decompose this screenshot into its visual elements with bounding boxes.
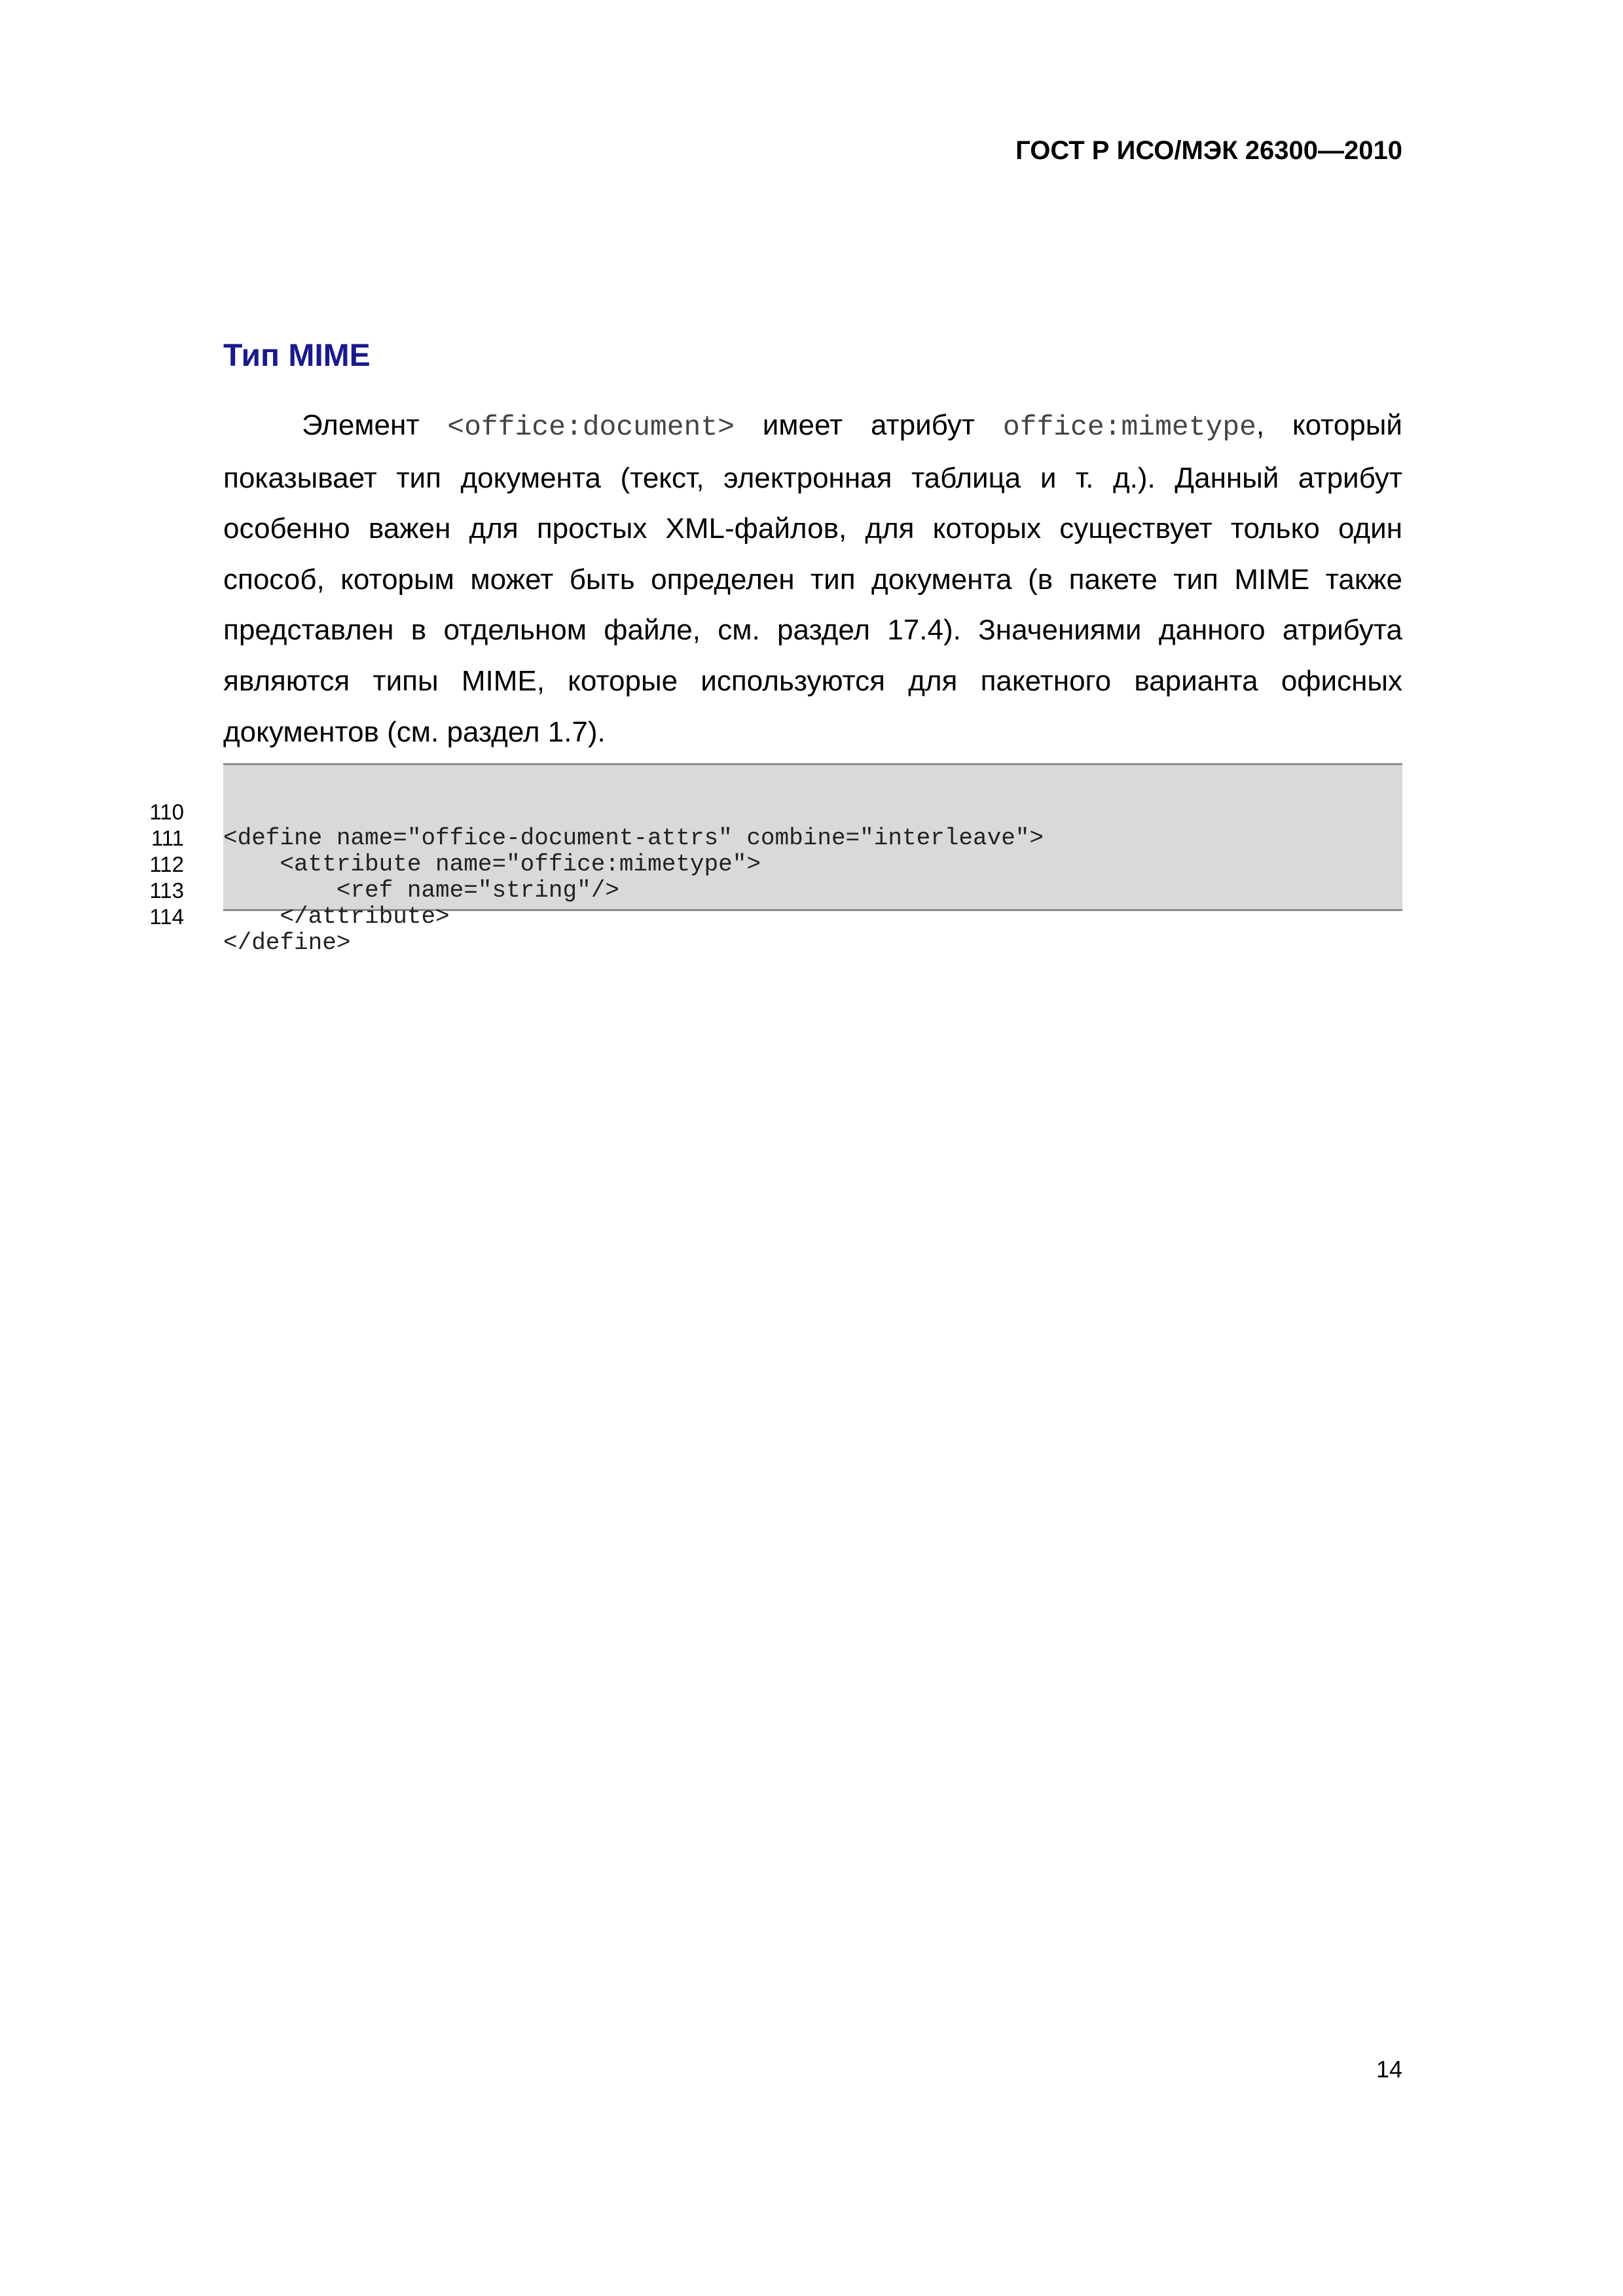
code-text: </define> [223, 929, 351, 956]
section-title: Тип MIME [223, 338, 371, 373]
line-number: 110 [149, 800, 184, 824]
line-number: 111 [151, 826, 184, 850]
page-header: ГОСТ Р ИСО/МЭК 26300—2010 [1015, 136, 1402, 165]
body-paragraph [223, 400, 1402, 757]
line-number: 113 [149, 878, 184, 903]
code-listing [149, 763, 1402, 956]
inline-code-attribute: office:mimetype [1002, 411, 1256, 443]
paragraph-text: имеет атрибут [734, 409, 1003, 441]
inline-code-element: <office:document> [447, 411, 735, 443]
code-text: <attribute name="office:mimetype"> [223, 851, 761, 878]
code-text: <define name="office-document-attrs" combine="interleave"> [223, 825, 1044, 852]
code-text: <ref name="string"/> [223, 877, 619, 904]
code-text: </attribute> [223, 903, 450, 930]
line-number: 112 [149, 852, 184, 876]
line-number: 114 [149, 905, 184, 929]
page-number: 14 [1376, 2056, 1402, 2083]
paragraph-text: , который показывает тип документа (текст, электронная таблица и т. д.). Данный атрибут особенно важен для простых XML-файлов, для которых существует только один способ, которым может быть определен тип документа (в пакете тип MIME также представлен в отдельном файле, см. раздел 17.4). Значениями данного атрибута являются типы MIME, которые используются для пакетного варианта офисных документов (см. раздел 1.7). [223, 409, 1402, 748]
paragraph-text: Элемент [302, 409, 448, 441]
